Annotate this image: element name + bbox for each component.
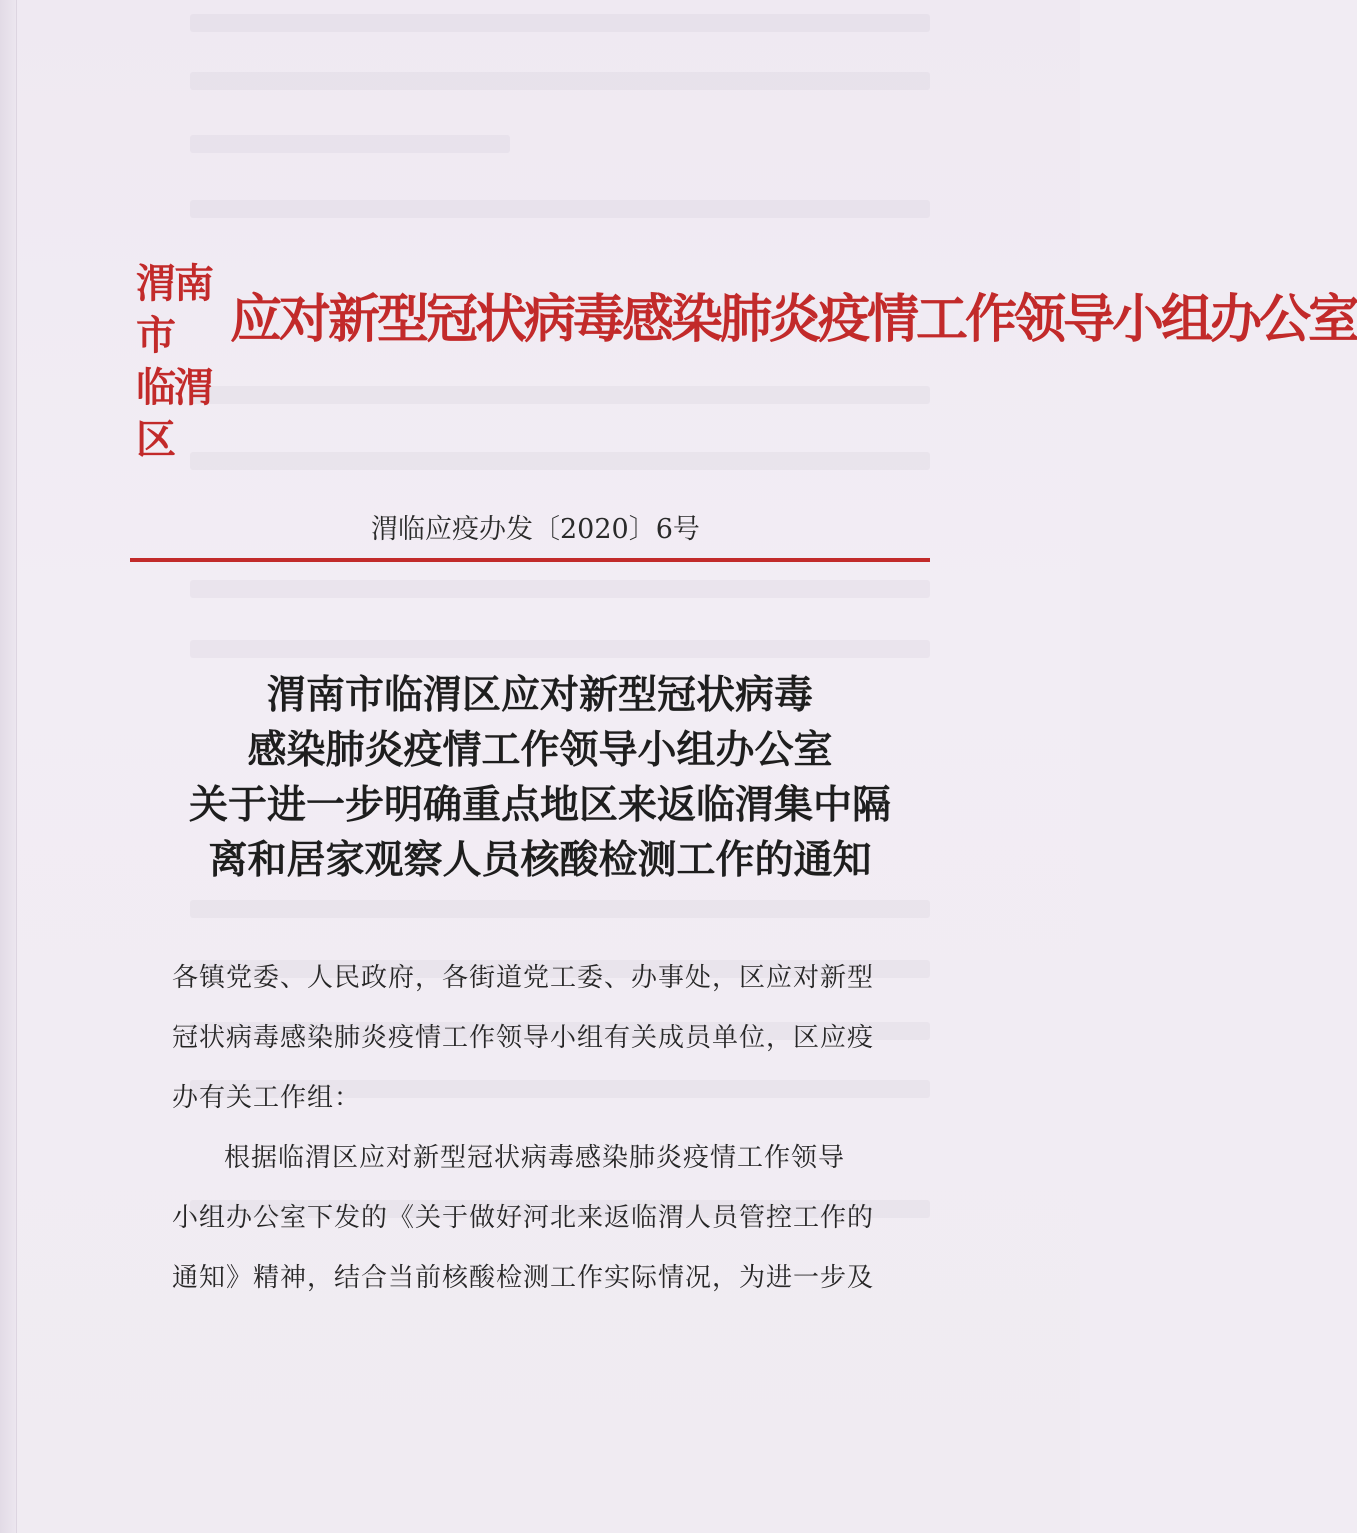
paragraph-line: 根据临渭区应对新型冠状病毒感染肺炎疫情工作领导: [224, 1143, 846, 1173]
red-divider-rule: [130, 558, 930, 562]
bleed-through-line: [190, 640, 930, 658]
title-line: 渭南市临渭区应对新型冠状病毒: [266, 672, 813, 718]
bleed-through-line: [190, 14, 930, 32]
bleed-through-line: [190, 452, 930, 470]
page-edge-shadow: [0, 0, 17, 1533]
letterhead-district: 临渭区: [136, 364, 212, 463]
paragraph-line: 通知》精神，结合当前核酸检测工作实际情况，为进一步及: [172, 1263, 875, 1293]
letterhead-office: 应对新型冠状病毒感染肺炎疫情工作领导小组办公室: [230, 289, 1357, 350]
bleed-through-line: [190, 135, 510, 153]
bleed-through-line: [190, 200, 930, 218]
document-number: 渭临应疫办发〔2020〕6号: [371, 514, 700, 545]
document-title: [140, 668, 940, 888]
bleed-through-line: [190, 386, 930, 404]
addressee-line: 冠状病毒感染肺炎疫情工作领导小组有关成员单位，区应疫: [172, 1023, 875, 1053]
title-line: 关于进一步明确重点地区来返临渭集中隔: [188, 782, 891, 828]
bleed-through-line: [190, 900, 930, 918]
title-line: 感染肺炎疫情工作领导小组办公室: [247, 727, 833, 773]
letterhead-region: [136, 258, 226, 466]
red-letterhead: [130, 252, 1357, 463]
document-body: [172, 948, 912, 1308]
letterhead-city: 渭南市: [136, 260, 212, 359]
paragraph-line: 小组办公室下发的《关于做好河北来返临渭人员管控工作的: [172, 1203, 875, 1233]
title-line: 离和居家观察人员核酸检测工作的通知: [208, 837, 872, 883]
bleed-through-line: [190, 72, 930, 90]
bleed-through-line: [190, 580, 930, 598]
addressee-line: 各镇党委、人民政府，各街道党工委、办事处，区应对新型: [172, 963, 875, 993]
addressee-line: 办有关工作组：: [172, 1083, 362, 1113]
